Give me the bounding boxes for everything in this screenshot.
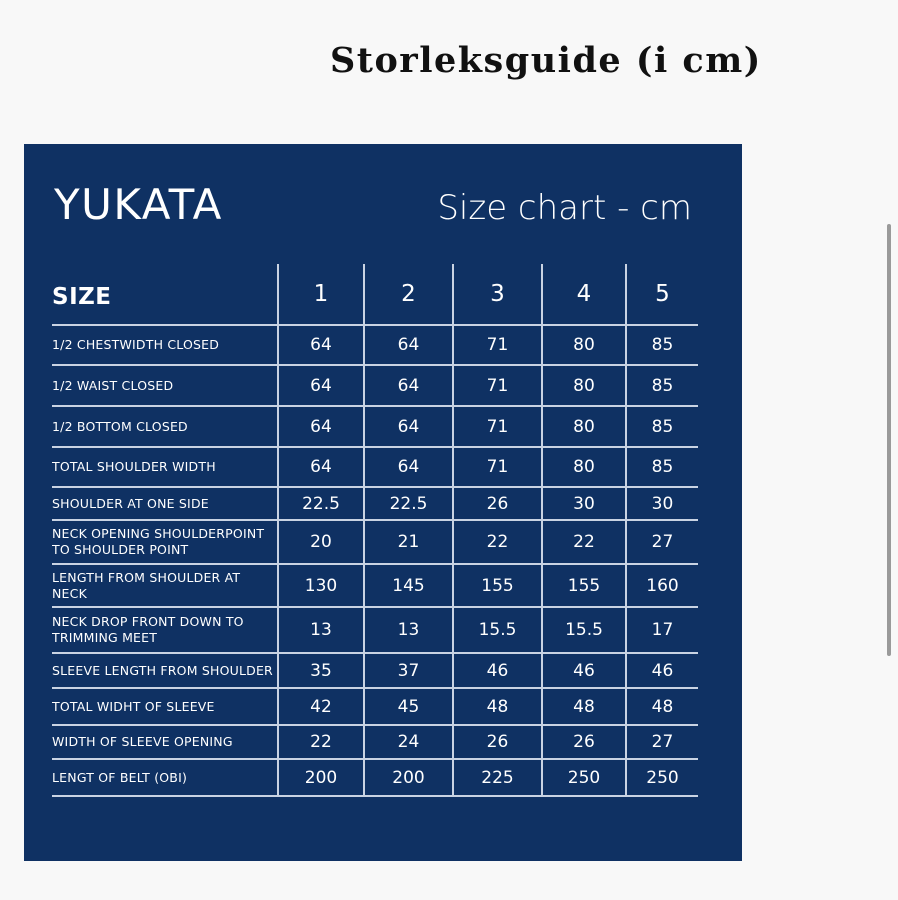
measurement-value: 145 bbox=[364, 564, 453, 607]
size-chart-image bbox=[24, 144, 742, 861]
measurement-value: 20 bbox=[278, 520, 364, 564]
page-heading: Storleksguide (i cm) bbox=[330, 40, 762, 81]
measurement-label: LENGT OF BELT (OBI) bbox=[52, 759, 278, 796]
measurement-value: 15.5 bbox=[453, 607, 542, 653]
measurement-label: 1/2 BOTTOM CLOSED bbox=[52, 406, 278, 447]
measurement-value: 64 bbox=[278, 447, 364, 487]
table-body bbox=[52, 325, 698, 796]
table-row bbox=[52, 653, 698, 688]
measurement-value: 200 bbox=[278, 759, 364, 796]
measurement-value: 22 bbox=[278, 725, 364, 759]
measurement-value: 64 bbox=[364, 365, 453, 406]
size-column-header: 4 bbox=[542, 264, 626, 325]
measurement-value: 71 bbox=[453, 325, 542, 365]
table-row bbox=[52, 447, 698, 487]
measurement-value: 22.5 bbox=[364, 487, 453, 520]
measurement-label: LENGTH FROM SHOULDER AT NECK bbox=[52, 564, 278, 607]
table-row bbox=[52, 607, 698, 653]
size-header-label: SIZE bbox=[52, 264, 278, 325]
measurement-value: 64 bbox=[278, 365, 364, 406]
measurement-value: 35 bbox=[278, 653, 364, 688]
size-column-header: 1 bbox=[278, 264, 364, 325]
measurement-value: 155 bbox=[542, 564, 626, 607]
measurement-value: 26 bbox=[453, 725, 542, 759]
measurement-value: 27 bbox=[626, 725, 698, 759]
measurement-value: 130 bbox=[278, 564, 364, 607]
measurement-label: SLEEVE LENGTH FROM SHOULDER bbox=[52, 653, 278, 688]
measurement-value: 30 bbox=[542, 487, 626, 520]
table-row bbox=[52, 325, 698, 365]
measurement-value: 46 bbox=[626, 653, 698, 688]
measurement-value: 200 bbox=[364, 759, 453, 796]
measurement-value: 13 bbox=[364, 607, 453, 653]
measurement-value: 80 bbox=[542, 447, 626, 487]
size-column-header: 2 bbox=[364, 264, 453, 325]
measurement-value: 48 bbox=[453, 688, 542, 725]
measurement-value: 42 bbox=[278, 688, 364, 725]
measurement-label: 1/2 CHESTWIDTH CLOSED bbox=[52, 325, 278, 365]
measurement-value: 46 bbox=[542, 653, 626, 688]
measurement-value: 45 bbox=[364, 688, 453, 725]
table-row bbox=[52, 688, 698, 725]
measurement-value: 160 bbox=[626, 564, 698, 607]
measurement-value: 155 bbox=[453, 564, 542, 607]
measurement-value: 26 bbox=[453, 487, 542, 520]
measurement-value: 27 bbox=[626, 520, 698, 564]
measurement-value: 22 bbox=[453, 520, 542, 564]
size-header-row bbox=[52, 264, 698, 325]
measurement-label: NECK DROP FRONT DOWN TO TRIMMING MEET bbox=[52, 607, 278, 653]
measurement-value: 64 bbox=[364, 406, 453, 447]
measurement-value: 85 bbox=[626, 325, 698, 365]
size-table bbox=[52, 264, 698, 797]
measurement-value: 24 bbox=[364, 725, 453, 759]
measurement-label: SHOULDER AT ONE SIDE bbox=[52, 487, 278, 520]
measurement-value: 22.5 bbox=[278, 487, 364, 520]
table-row bbox=[52, 406, 698, 447]
measurement-value: 46 bbox=[453, 653, 542, 688]
measurement-value: 26 bbox=[542, 725, 626, 759]
measurement-label: 1/2 WAIST CLOSED bbox=[52, 365, 278, 406]
measurement-value: 64 bbox=[278, 406, 364, 447]
measurement-value: 21 bbox=[364, 520, 453, 564]
table-row bbox=[52, 759, 698, 796]
brand-title: YUKATA bbox=[54, 180, 223, 229]
measurement-value: 71 bbox=[453, 447, 542, 487]
measurement-value: 85 bbox=[626, 447, 698, 487]
measurement-value: 15.5 bbox=[542, 607, 626, 653]
measurement-value: 13 bbox=[278, 607, 364, 653]
table-row bbox=[52, 520, 698, 564]
measurement-value: 225 bbox=[453, 759, 542, 796]
measurement-label: TOTAL SHOULDER WIDTH bbox=[52, 447, 278, 487]
measurement-value: 30 bbox=[626, 487, 698, 520]
measurement-label: NECK OPENING SHOULDERPOINT TO SHOULDER POINT bbox=[52, 520, 278, 564]
measurement-value: 37 bbox=[364, 653, 453, 688]
measurement-value: 64 bbox=[364, 447, 453, 487]
measurement-value: 250 bbox=[542, 759, 626, 796]
measurement-value: 71 bbox=[453, 365, 542, 406]
measurement-value: 71 bbox=[453, 406, 542, 447]
measurement-value: 250 bbox=[626, 759, 698, 796]
measurement-label: TOTAL WIDHT OF SLEEVE bbox=[52, 688, 278, 725]
measurement-value: 48 bbox=[626, 688, 698, 725]
measurement-value: 85 bbox=[626, 406, 698, 447]
measurement-value: 64 bbox=[278, 325, 364, 365]
size-column-header: 3 bbox=[453, 264, 542, 325]
measurement-value: 80 bbox=[542, 365, 626, 406]
measurement-value: 22 bbox=[542, 520, 626, 564]
measurement-value: 48 bbox=[542, 688, 626, 725]
table-row bbox=[52, 365, 698, 406]
table-row bbox=[52, 725, 698, 759]
measurement-value: 85 bbox=[626, 365, 698, 406]
chart-subtitle: Size chart - cm bbox=[437, 188, 692, 228]
scrollbar-thumb[interactable] bbox=[887, 224, 891, 656]
table-row bbox=[52, 487, 698, 520]
measurement-value: 80 bbox=[542, 325, 626, 365]
measurement-label: WIDTH OF SLEEVE OPENING bbox=[52, 725, 278, 759]
measurement-value: 80 bbox=[542, 406, 626, 447]
measurement-value: 64 bbox=[364, 325, 453, 365]
size-column-header: 5 bbox=[626, 264, 698, 325]
measurement-value: 17 bbox=[626, 607, 698, 653]
table-row bbox=[52, 564, 698, 607]
